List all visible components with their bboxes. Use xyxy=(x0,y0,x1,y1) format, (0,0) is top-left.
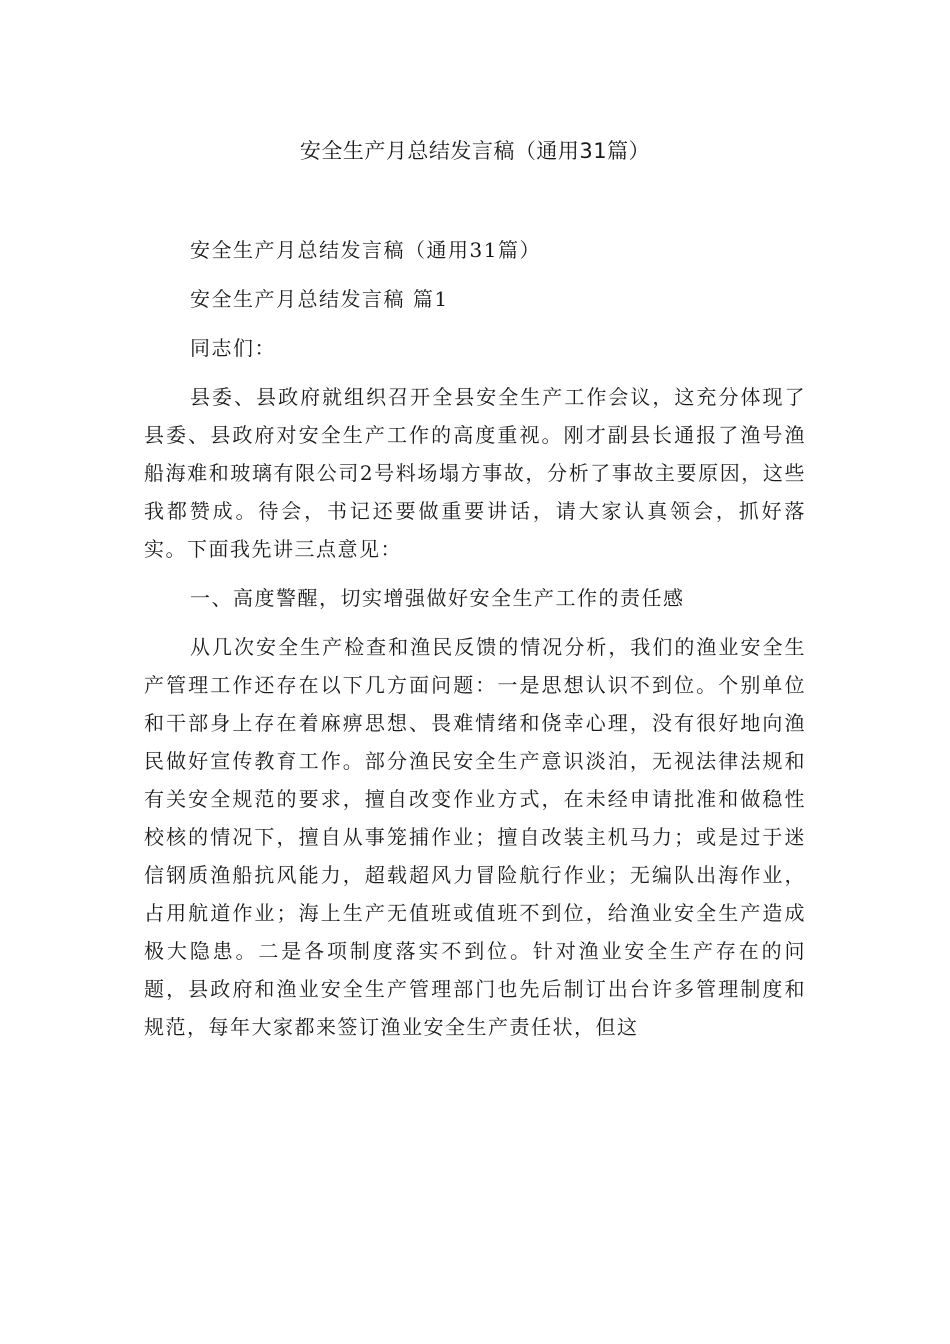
paragraph-subtitle: 安全生产月总结发言稿（通用31篇） xyxy=(190,238,541,262)
paragraph-section-heading: 安全生产月总结发言稿 篇1 xyxy=(190,287,449,311)
document-title: 安全生产月总结发言稿（通用31篇） xyxy=(299,139,651,163)
document-body xyxy=(144,231,806,1057)
paragraph-analysis: 从几次安全生产检查和渔民反馈的情况分析，我们的渔业安全生产管理工作还存在以下几方面问题：一是思想认识不到位。个别单位和干部身上存在着麻痹思想、畏难情绪和侥幸心理，没有很好地向渔民做好宣传教育工作。部分渔民安全生产意识淡泊，无视法律法规和有关安全规范的要求，擅自改变作业方式，在未经申请批准和做稳性校核的情况下，擅自从事笼捕作业；擅自改装主机马力；或是过于迷信钢质渔船抗风能力，超载超风力冒险航行作业；无编队出海作业，占用航道作业；海上生产无值班或值班不到位，给渔业安全生产造成极大隐患。二是各项制度落实不到位。针对渔业安全生产存在的问题，县政府和渔业安全生产管理部门也先后制订出台许多管理制度和规范，每年大家都来签订渔业安全生产责任状，但这 xyxy=(144,635,806,1039)
paragraph-point-heading: 一、高度警醒，切实增强做好安全生产工作的责任感 xyxy=(190,586,685,610)
paragraph-intro: 县委、县政府就组织召开全县安全生产工作会议，这充分体现了县委、县政府对安全生产工作的高度重视。刚才副县长通报了渔号渔船海难和玻璃有限公司2号料场塌方事故，分析了事故主要原因，这些我都赞成。待会，书记还要做重要讲话，请大家认真领会，抓好落实。下面我先讲三点意见： xyxy=(144,385,806,561)
paragraph-salutation: 同志们： xyxy=(190,336,276,360)
